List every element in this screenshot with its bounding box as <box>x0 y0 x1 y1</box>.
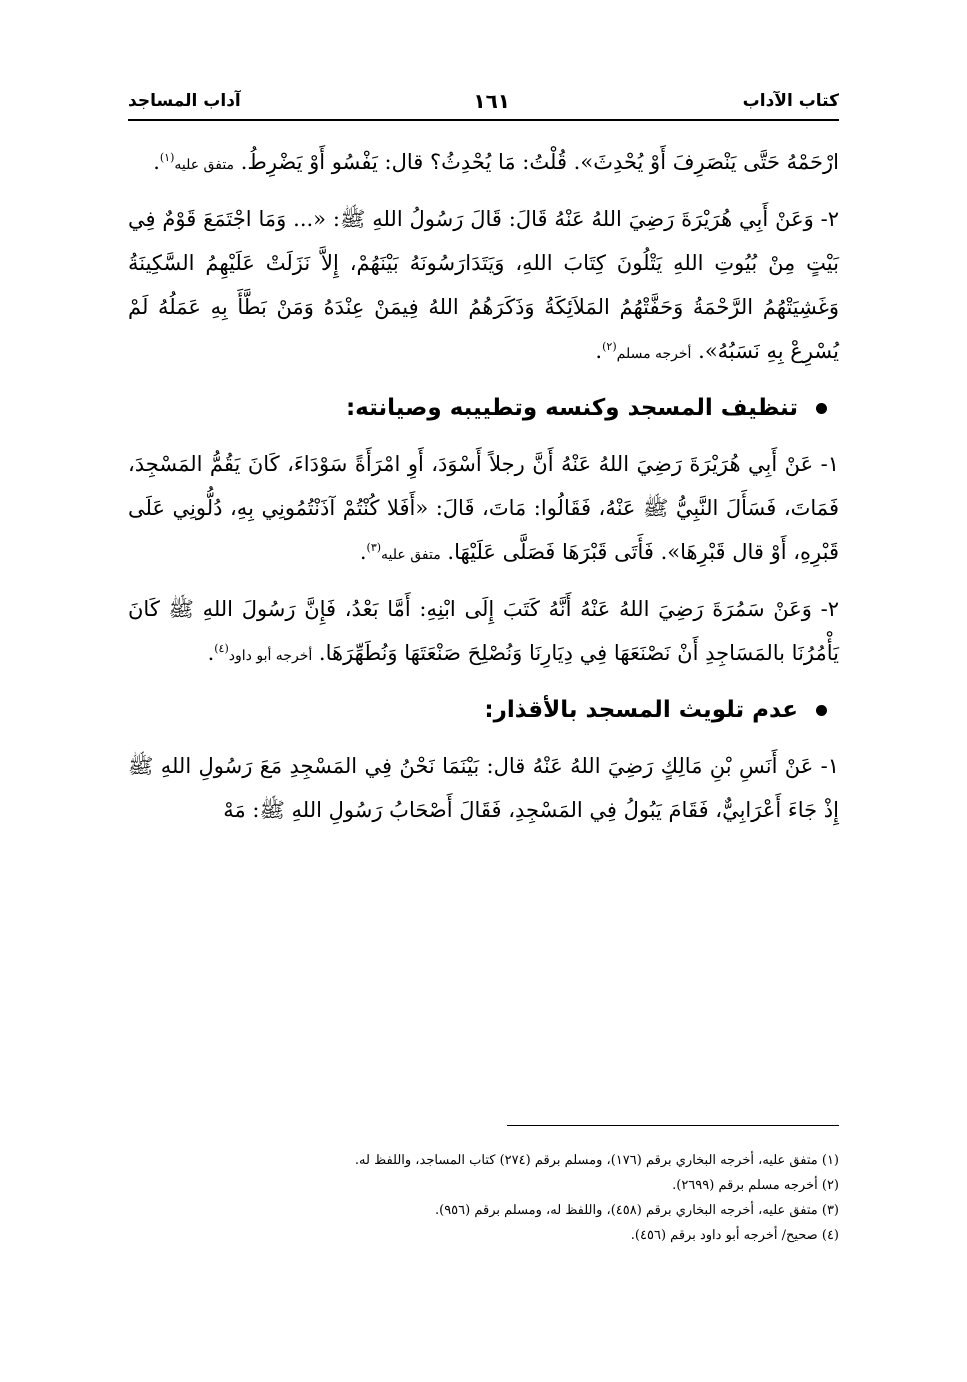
header-chapter-title: آداب المساجد <box>128 91 241 111</box>
period: . <box>153 150 160 174</box>
source-reference: أخرجه مسلم <box>616 346 692 362</box>
main-text <box>128 140 839 842</box>
section-heading-text: عدم تلويث المسجد بالأقذار: <box>484 697 798 723</box>
period: . <box>595 339 603 363</box>
period: . <box>359 540 367 564</box>
footnote: (٤) صحيح/ أخرجه أبو داود برقم (٤٥٦). <box>630 1228 839 1243</box>
section-heading-text: تنظيف المسجد وكنسه وتطييبه وصيانته: <box>345 395 798 421</box>
page-number: ١٦١ <box>473 89 511 113</box>
footnote: (٣) متفق عليه، أخرجه البخاري برقم (٤٥٨)، واللفظ له، ومسلم برقم (٩٥٦). <box>434 1203 839 1218</box>
paragraph-continuation <box>128 140 839 187</box>
source-reference: أخرجه أبو داود <box>228 648 313 664</box>
running-header <box>128 86 839 116</box>
paragraph-text: ١- عَنْ أَبِي هُرَيْرَةَ رَضِيَ اللهُ عَنْهُ أَنَّ رجلاً أَسْوَدَ، أَوِ امْرَأَةً سَوْدَاءَ، كَانَ يَقُمُّ المَسْجِدَ، فَمَاتَ، فَسَأَلَ النَّبِيُّ ﷺ عَنْهُ، فَقَالُوا: مَاتَ، قَالَ: «أَفَلا كُنْتُمْ آذَنْتُمُونِي بِهِ، دُلُّونِي عَلَى قَبْرِهِ، أَوْ قال قَبْرِهَا». فَأَتَى قَبْرَهَا فَصَلَّى عَلَيْهَا. <box>128 452 839 564</box>
bullet-icon <box>816 403 827 414</box>
period: . <box>207 641 215 665</box>
footnote-marker: (٣) <box>366 541 382 554</box>
footnote-separator <box>507 1125 839 1126</box>
hadith-paragraph <box>128 197 839 376</box>
hadith-paragraph <box>128 744 839 832</box>
paragraph-text: ارْحَمْهُ حَتَّى يَنْصَرِفَ أَوْ يُحْدِثَ». قُلْتُ: مَا يُحْدِثُ؟ قال: يَفْسُو أَوْ يَضْرِطُ. <box>240 150 839 174</box>
section-heading <box>128 688 839 732</box>
footnote-marker: (٤) <box>214 642 229 655</box>
hadith-paragraph <box>128 442 839 577</box>
source-reference: متفق عليه <box>381 547 441 563</box>
footnote-marker: (٢) <box>602 340 617 353</box>
source-reference: متفق عليه <box>174 157 235 173</box>
section-heading <box>128 386 839 430</box>
footnote-marker: (١) <box>159 151 175 164</box>
paragraph-text: ٢- وَعَنْ أَبِي هُرَيْرَةَ رَضِيَ اللهُ عَنْهُ قَالَ: قَالَ رَسُولُ اللهِ ﷺ: «... وَمَا اجْتَمَعَ قَوْمٌ فِي بَيْتٍ مِنْ بُيُوتِ اللهِ يَتْلُونَ كِتَابَ اللهِ، وَيَتَدَارَسُونَهُ بَيْنَهُمْ، إِلاَّ نَزَلَتْ عَلَيْهِمُ السَّكِينَةُ وَغَشِيَتْهُمُ الرَّحْمَةُ وَحَفَّتْهُمُ المَلاَئِكَةُ وَذَكَرَهُمُ اللهُ فِيمَنْ عِنْدَهُ وَمَنْ بَطَّأَ بِهِ عَمَلُهُ لَمْ يُسْرِعْ بِهِ نَسَبُهُ». <box>128 207 839 363</box>
footnote: (١) متفق عليه، أخرجه البخاري برقم (١٧٦)، ومسلم برقم (٢٧٤) كتاب المساجد، واللفظ له. <box>354 1153 839 1168</box>
header-rule <box>128 119 839 121</box>
paragraph-text: ٢- وَعَنْ سَمُرَةَ رَضِيَ اللهُ عَنْهُ أَنَّهُ كَتَبَ إِلَى ابْنِهِ: أَمَّا بَعْدُ، فَإِنَّ رَسُولَ اللهِ ﷺ كَانَ يَأْمُرُنَا بالمَسَاجِدِ أَنْ نَصْنَعَهَا فِي دِيَارِنَا وَنُصْلِحَ صَنْعَتَهَا وَنُطَهِّرَهَا. <box>128 597 839 665</box>
header-book-title: كتاب الآداب <box>742 91 839 111</box>
hadith-paragraph <box>128 587 839 678</box>
footnotes <box>128 1148 839 1248</box>
paragraph-text: ١- عَنْ أَنَسِ بْنِ مَالِكٍ رَضِيَ اللهُ عَنْهُ قال: بَيْنَمَا نَحْنُ فِي المَسْجِدِ مَعَ رَسُولِ اللهِ ﷺ إِذْ جَاءَ أَعْرَابِيٌّ، فَقَامَ يَبُولُ فِي المَسْجِدِ، فَقَالَ أَصْحَابُ رَسُولِ اللهِ ﷺ: مَهْ <box>128 754 839 822</box>
bullet-icon <box>816 705 827 716</box>
footnote: (٢) أخرجه مسلم برقم (٢٦٩٩). <box>672 1178 839 1193</box>
